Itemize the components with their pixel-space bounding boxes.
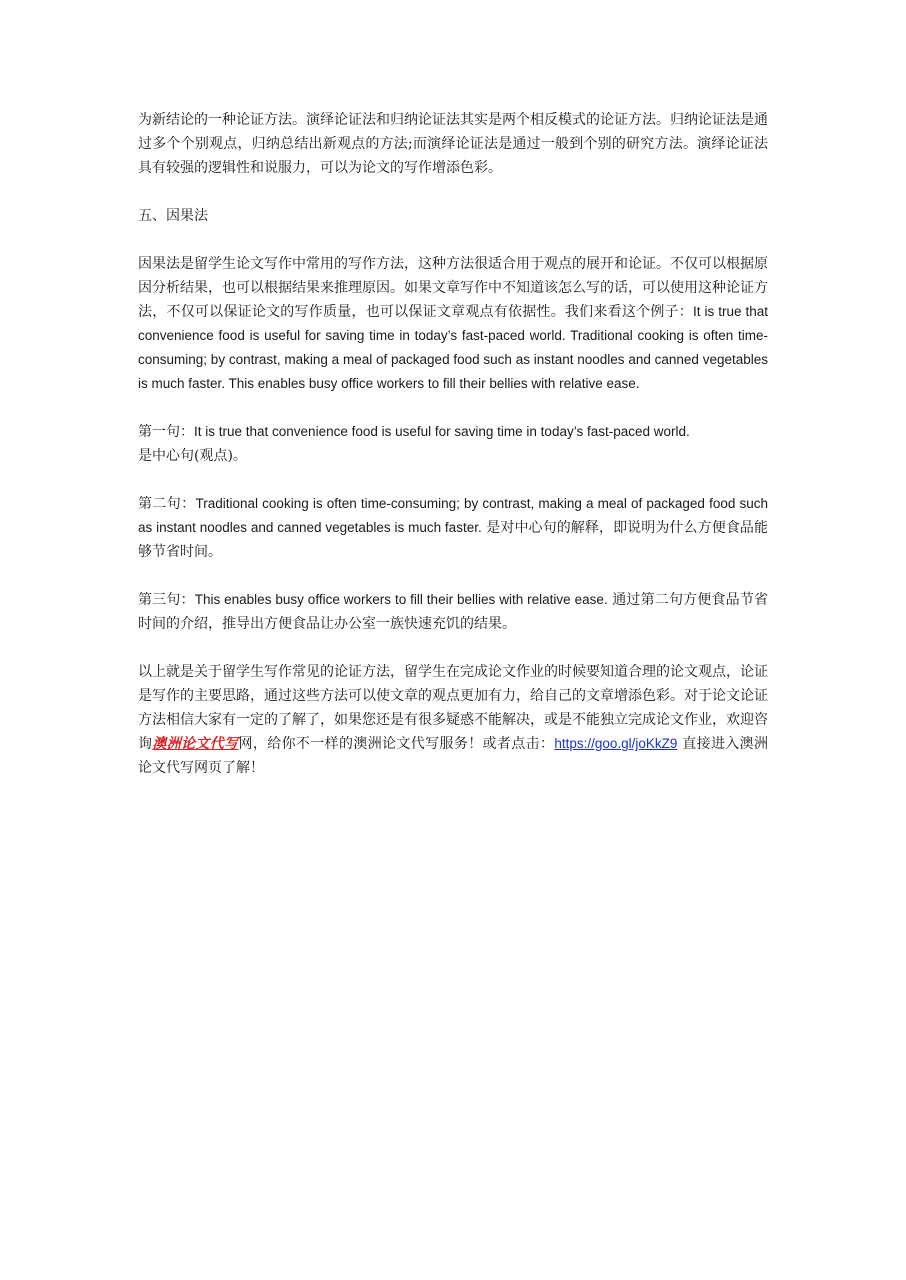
sentence-one-cn: 是中心句(观点)。 [138, 448, 247, 464]
brand-link[interactable]: 澳洲论文代写 [152, 736, 239, 752]
causal-paragraph-en: It is true that convenience food is useful for saving time in today’s fast-paced world. Traditional cooking is often time-consuming; by contrast, making a meal of packaged food such as instant noodles and canned vegetables is much faster. This enables busy office workers to fill their bellies with relative ease. [138, 304, 768, 391]
sentence-two-label: 第二句： [138, 496, 196, 512]
document-body [138, 108, 768, 804]
causal-paragraph-cn: 因果法是留学生论文写作中常用的写作方法，这种方法很适合用于观点的展开和论证。不仅可以根据原因分析结果，也可以根据结果来推理原因。如果文章写作中不知道该怎么写的话，可以使用这种论证方法，不仅可以保证论文的写作质量，也可以保证文章观点有依据性。我们来看这个例子： [138, 256, 768, 320]
sentence-one-en: It is true that convenience food is useful for saving time in today’s fast-paced world. [194, 424, 690, 439]
sentence-two-paragraph [138, 492, 768, 564]
conclusion-text-2: 网，给你不一样的澳洲论文代写服务！或者点击： [238, 736, 555, 752]
intro-paragraph: 为新结论的一种论证方法。演绎论证法和归纳论证法其实是两个相反模式的论证方法。归纳论证法是通过多个个别观点，归纳总结出新观点的方法;而演绎论证法是通过一般到个别的研究方法。演绎论证法具有较强的逻辑性和说服力，可以为论文的写作增添色彩。 [138, 112, 768, 176]
sentence-one-paragraph [138, 420, 768, 468]
sentence-three-label: 第三句： [138, 592, 195, 608]
sentence-one-label: 第一句： [138, 424, 194, 440]
section-heading-causal: 五、因果法 [138, 208, 208, 224]
conclusion-paragraph [138, 660, 768, 780]
conclusion-text-1: 以上就是关于留学生写作常见的论证方法，留学生在完成论文作业的时候要知道合理的论文观点，论证是写作的主要思路，通过这些方法可以使文章的观点更加有力，给自己的文章增添色彩。对于论文论证方法相信大家有一定的了解了，如果您还是有很多疑惑不能解决，或是不能独立完成论文作业，欢迎咨询 [138, 664, 768, 752]
causal-paragraph [138, 252, 768, 396]
sentence-three-cn: 通过第二句方便食品节省时间的介绍，推导出方便食品让办公室一族快速充饥的结果。 [138, 592, 769, 632]
sentence-three-paragraph [138, 588, 768, 636]
conclusion-text-3: 直接进入澳洲论文代写网页了解！ [138, 736, 769, 776]
sentence-three-en: This enables busy office workers to fill their bellies with relative ease. [194, 592, 608, 607]
url-link[interactable]: https://goo.gl/joKkZ9 [554, 736, 678, 751]
sentence-two-en: Traditional cooking is often time-consuming; by contrast, making a meal of packaged food such as instant noodles and canned vegetables is much faster. [138, 496, 768, 535]
sentence-two-cn: 是对中心句的解释，即说明为什么方便食品能够节省时间。 [138, 520, 768, 560]
